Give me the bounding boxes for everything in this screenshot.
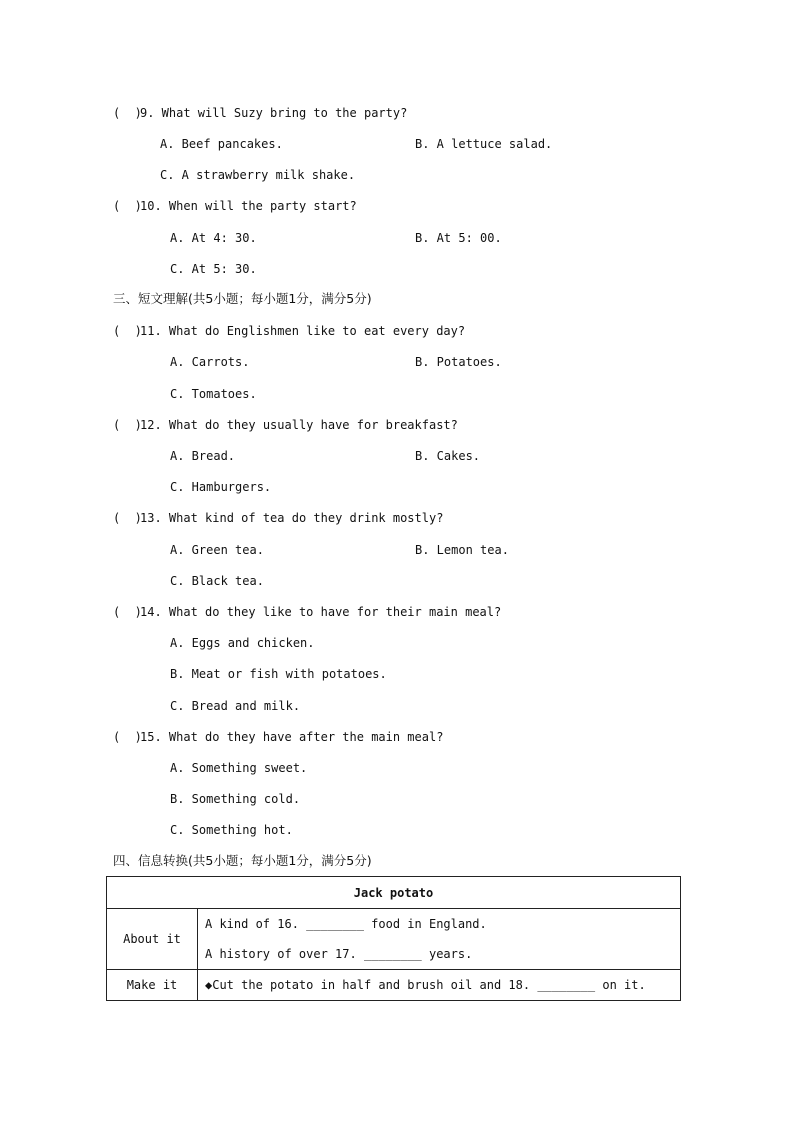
question-12-option-b: B. Cakes. — [415, 449, 481, 463]
question-14-option-b: B. Meat or fish with potatoes. — [170, 667, 387, 681]
answer-blank: ( ) — [113, 106, 142, 120]
about-it-content — [198, 909, 681, 970]
question-11-option-b: B. Potatoes. — [415, 355, 502, 369]
answer-blank: ( ) — [113, 730, 142, 744]
section-3-title: 三、短文理解(共5小题；每小题1分，满分5分) — [113, 291, 372, 306]
about-it-label: About it — [107, 909, 198, 970]
answer-blank: ( ) — [113, 324, 142, 338]
question-14-stem: 14. What do they like to have for their main meal? — [140, 605, 502, 619]
question-15-option-a: A. Something sweet. — [170, 761, 308, 775]
question-11-option-c: C. Tomatoes. — [170, 387, 257, 401]
question-10-option-b: B. At 5: 00. — [415, 231, 502, 245]
question-11-option-a: A. Carrots. — [170, 355, 250, 369]
question-9-stem: 9. What will Suzy bring to the party? — [140, 106, 408, 120]
table-row — [107, 970, 681, 1001]
question-14-option-c: C. Bread and milk. — [170, 699, 301, 713]
answer-blank: ( ) — [113, 605, 142, 619]
section-4-title: 四、信息转换(共5小题；每小题1分，满分5分) — [113, 853, 372, 868]
table-row — [107, 909, 681, 970]
question-10-option-c: C. At 5: 30. — [170, 262, 257, 276]
answer-blank: ( ) — [113, 511, 142, 525]
question-11-stem: 11. What do Englishmen like to eat every day? — [140, 324, 466, 338]
blank-16-line: A kind of 16. ________ food in England. — [205, 917, 487, 931]
make-it-label: Make it — [107, 970, 198, 1001]
question-12-option-c: C. Hamburgers. — [170, 480, 272, 494]
question-12-option-a: A. Bread. — [170, 449, 236, 463]
question-14-option-a: A. Eggs and chicken. — [170, 636, 315, 650]
question-13-stem: 13. What kind of tea do they drink mostly? — [140, 511, 444, 525]
question-10-option-a: A. At 4: 30. — [170, 231, 257, 245]
make-it-content — [198, 970, 681, 1001]
question-13-option-a: A. Green tea. — [170, 543, 264, 557]
question-12-stem: 12. What do they usually have for breakfast? — [140, 418, 458, 432]
question-13-option-b: B. Lemon tea. — [415, 543, 509, 557]
question-15-option-b: B. Something cold. — [170, 792, 301, 806]
question-9-option-c: C. A strawberry milk shake. — [160, 168, 356, 182]
question-13-option-c: C. Black tea. — [170, 574, 264, 588]
question-15-option-c: C. Something hot. — [170, 823, 293, 837]
info-table — [106, 876, 681, 1001]
table-row — [107, 877, 681, 909]
table-header: Jack potato — [107, 877, 681, 909]
answer-blank: ( ) — [113, 418, 142, 432]
question-9-option-a: A. Beef pancakes. — [160, 137, 283, 151]
blank-18-line: ◆Cut the potato in half and brush oil and 18. ________ on it. — [205, 978, 646, 992]
question-10-stem: 10. When will the party start? — [140, 199, 357, 213]
question-9-option-b: B. A lettuce salad. — [415, 137, 553, 151]
answer-blank: ( ) — [113, 199, 142, 213]
question-15-stem: 15. What do they have after the main meal? — [140, 730, 444, 744]
blank-17-line: A history of over 17. ________ years. — [205, 947, 473, 961]
